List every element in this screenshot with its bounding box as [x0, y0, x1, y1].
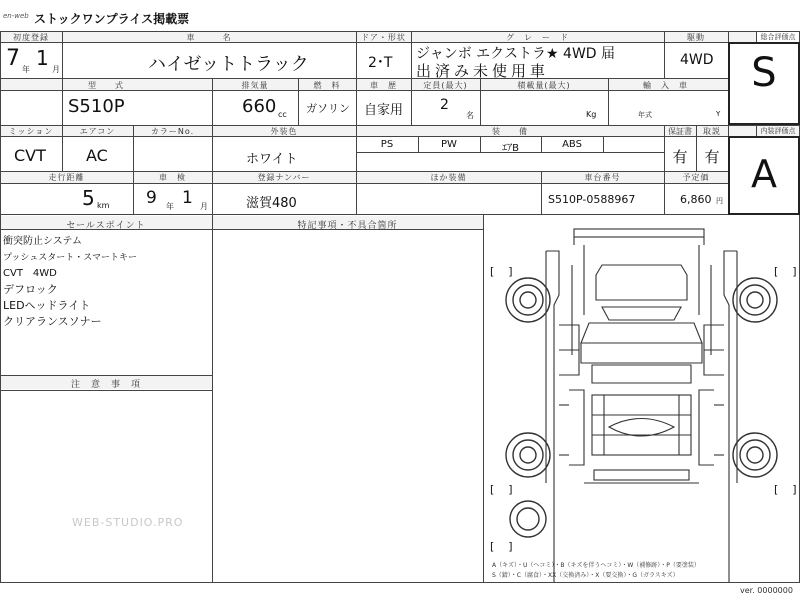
displacement-unit: cc — [278, 110, 287, 119]
manual: 有 — [704, 148, 720, 166]
price-unit: 円 — [716, 197, 723, 205]
first-reg-month-unit: 月 — [52, 65, 60, 74]
label-plate: 登録ナンバー — [257, 173, 311, 182]
sales-point-item: デフロック — [3, 283, 58, 296]
sales-point-item: クリアランスソナー — [3, 315, 102, 328]
aircon: AC — [86, 146, 108, 165]
vehicle-diagram — [484, 215, 799, 582]
equipment-4: ABS — [562, 139, 582, 150]
label-grade: グ レ ー ド — [506, 33, 569, 42]
mileage-unit: km — [97, 201, 110, 210]
inspection-year: 9 — [146, 188, 157, 208]
label-mileage: 走行距離 — [48, 173, 85, 182]
vehicle-history: 自家用 — [364, 103, 404, 118]
equipment-3: ｴｱB — [502, 143, 519, 154]
grade-line1: ジャンボ エクストラ★ 4WD 届 — [416, 46, 616, 62]
sales-point-item: LEDヘッドライト — [3, 299, 91, 312]
fuel: ガソリン — [306, 102, 350, 115]
label-vehicle-history: 車 歴 — [370, 81, 397, 90]
inspection-year-unit: 年 — [166, 202, 174, 211]
label-model: 型 式 — [88, 81, 124, 90]
label-displacement: 排気量 — [241, 81, 269, 90]
drive: 4WD — [680, 52, 714, 68]
notes-header: 特記事項・不具合箇所 — [297, 221, 398, 231]
inspection-month: 1 — [182, 188, 193, 208]
label-price: 予定価 — [682, 173, 710, 182]
interior-score: A — [751, 152, 777, 196]
label-aircon: エアコン — [79, 127, 116, 136]
inspection-month-unit: 月 — [200, 202, 208, 211]
bracket-left-1: [ ] — [490, 265, 513, 278]
label-car-name: 車 名 — [186, 33, 232, 42]
sales-points-header: セールスポイント — [66, 221, 146, 231]
label-manual: 取説 — [703, 127, 721, 136]
version-label: ver. 0000000 — [740, 586, 793, 595]
label-chassis: 車台番号 — [584, 173, 621, 182]
truck-outline-drawing — [484, 215, 799, 582]
bracket-left-2: [ ] — [490, 483, 513, 496]
capacity-unit: 名 — [466, 111, 474, 120]
mission: CVT — [14, 146, 46, 165]
label-inspection: 車 検 — [159, 173, 186, 182]
sales-points-list — [3, 234, 208, 330]
door-type: 2･T — [368, 55, 393, 71]
label-other-equip: ほか装備 — [430, 173, 467, 182]
label-color-no: カラーNo. — [150, 127, 195, 136]
equipment-1: PS — [380, 139, 394, 150]
plate-number: 滋賀480 — [246, 196, 297, 211]
first-reg-month: 1 — [36, 46, 49, 70]
sales-point-item: CVT 4WD — [3, 268, 57, 279]
capacity: 2 — [440, 97, 449, 113]
label-door-type: ドア・形状 — [361, 33, 406, 42]
bracket-left-3: [ ] — [490, 540, 513, 553]
model-code: S510P — [68, 96, 125, 117]
label-overall: 総合評価点 — [760, 33, 796, 41]
bracket-right-2: [ ] — [774, 483, 797, 496]
label-warranty: 保証書 — [668, 127, 692, 136]
label-equipment: 装 備 — [492, 127, 528, 136]
caution-header: 注 意 事 項 — [70, 380, 141, 390]
import-year-unit: 年式 — [638, 111, 652, 119]
mileage: 5 — [82, 186, 95, 210]
sales-point-item: 衝突防止システム — [3, 236, 82, 247]
ext-color: ホワイト — [246, 152, 298, 167]
warranty: 有 — [672, 148, 688, 166]
label-drive: 駆動 — [687, 33, 705, 42]
load-unit: Kg — [586, 110, 597, 119]
damage-legend-line1: A（キズ）・U（ヘコミ）・B（キズを伴うヘコミ）・W（補修跡）・P（要塗装） — [492, 562, 700, 569]
sheet-title: ストックワンプライス掲載票 — [34, 12, 190, 26]
label-capacity: 定員(最大) — [423, 81, 468, 90]
price: 6,860 — [680, 193, 712, 206]
label-mission: ミッション — [8, 127, 54, 136]
label-import: 輸 入 車 — [643, 81, 688, 90]
bracket-right-1: [ ] — [774, 265, 797, 278]
label-ext-color: 外装色 — [270, 127, 298, 136]
sales-point-item: プッシュスタート・スマートキー — [3, 253, 138, 263]
first-reg-year-unit: 年 — [22, 65, 30, 74]
equipment-2: PW — [441, 139, 457, 150]
logo: en-web — [3, 12, 29, 20]
damage-legend-line2: S（錆）・C（腐食）・XX（交換済み）・X（要交換）・G（ガラスキズ） — [492, 572, 679, 579]
chassis-number: S510P-0588967 — [548, 193, 636, 206]
first-reg-year: 7 — [6, 46, 20, 71]
watermark: WEB-STUDIO.PRO — [72, 516, 184, 529]
car-name: ハイゼットトラック — [148, 54, 309, 75]
label-interior: 内装評価点 — [760, 127, 796, 135]
grade-line2: 出済み未使用車 — [416, 62, 550, 80]
overall-score: S — [751, 50, 777, 96]
displacement: 660 — [242, 96, 277, 117]
label-load: 積載量(最大) — [517, 81, 571, 90]
label-fuel: 燃 料 — [313, 81, 341, 90]
label-first-reg: 初度登録 — [13, 33, 49, 42]
import-unit: Y — [716, 110, 721, 118]
